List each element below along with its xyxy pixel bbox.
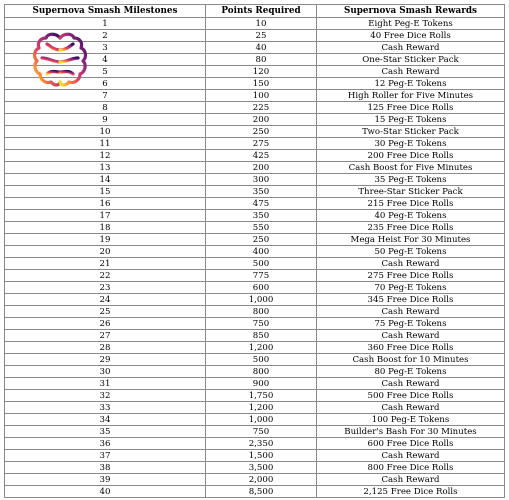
table-row [5,462,505,474]
points-cell: 750 [206,318,317,330]
points-cell: 1,000 [206,294,317,306]
reward-cell: 345 Free Dice Rolls [317,294,505,306]
points-cell: 3,500 [206,462,317,474]
reward-cell: 275 Free Dice Rolls [317,270,505,282]
reward-cell: Cash Reward [317,330,505,342]
milestone-cell: 39 [5,474,206,486]
reward-cell: 2,125 Free Dice Rolls [317,486,505,498]
points-cell: 1,500 [206,450,317,462]
table-row [5,438,505,450]
milestone-cell: 27 [5,330,206,342]
table-row [5,90,505,102]
milestone-cell: 7 [5,90,206,102]
table-row [5,198,505,210]
reward-cell: 215 Free Dice Rolls [317,198,505,210]
milestone-cell: 34 [5,414,206,426]
reward-cell: Cash Reward [317,474,505,486]
points-cell: 1,000 [206,414,317,426]
table-row [5,210,505,222]
points-cell: 1,200 [206,402,317,414]
points-cell: 1,750 [206,390,317,402]
reward-cell: Cash Boost for Five Minutes [317,162,505,174]
table-row [5,318,505,330]
points-cell: 900 [206,378,317,390]
table-row [5,258,505,270]
table-row [5,246,505,258]
reward-cell: Cash Reward [317,258,505,270]
reward-cell: Cash Reward [317,450,505,462]
reward-cell: 235 Free Dice Rolls [317,222,505,234]
milestone-cell: 24 [5,294,206,306]
milestone-cell: 23 [5,282,206,294]
points-cell: 850 [206,330,317,342]
points-cell: 200 [206,162,317,174]
points-cell: 775 [206,270,317,282]
points-cell: 150 [206,78,317,90]
reward-cell: 70 Peg-E Tokens [317,282,505,294]
reward-cell: 40 Peg-E Tokens [317,210,505,222]
table-row [5,162,505,174]
points-cell: 300 [206,174,317,186]
milestone-cell: 21 [5,258,206,270]
points-cell: 800 [206,366,317,378]
reward-cell: 15 Peg-E Tokens [317,114,505,126]
points-cell: 250 [206,126,317,138]
milestone-cell: 14 [5,174,206,186]
table-row [5,486,505,498]
reward-cell: Cash Reward [317,402,505,414]
points-cell: 1,200 [206,342,317,354]
reward-cell: 75 Peg-E Tokens [317,318,505,330]
reward-cell: 125 Free Dice Rolls [317,102,505,114]
table-row [5,270,505,282]
milestone-cell: 30 [5,366,206,378]
milestone-cell: 29 [5,354,206,366]
points-cell: 425 [206,150,317,162]
table-row [5,474,505,486]
points-cell: 475 [206,198,317,210]
reward-cell: Cash Reward [317,306,505,318]
header-milestones: Supernova Smash Milestones [5,5,206,18]
points-cell: 80 [206,54,317,66]
reward-cell: Mega Heist For 30 Minutes [317,234,505,246]
reward-cell: Cash Reward [317,378,505,390]
points-cell: 500 [206,354,317,366]
milestone-cell: 11 [5,138,206,150]
milestone-cell: 3 [5,42,206,54]
table-row [5,306,505,318]
milestone-cell: 40 [5,486,206,498]
points-cell: 550 [206,222,317,234]
milestone-cell: 25 [5,306,206,318]
reward-cell: Eight Peg-E Tokens [317,18,505,30]
table-row [5,330,505,342]
reward-cell: One-Star Sticker Pack [317,54,505,66]
milestone-cell: 1 [5,18,206,30]
reward-cell: 30 Peg-E Tokens [317,138,505,150]
points-cell: 2,000 [206,474,317,486]
points-cell: 225 [206,102,317,114]
reward-cell: 50 Peg-E Tokens [317,246,505,258]
table-row [5,114,505,126]
points-cell: 275 [206,138,317,150]
brain-icon [30,30,90,90]
table-row [5,390,505,402]
points-cell: 350 [206,210,317,222]
table-row [5,138,505,150]
reward-cell: Two-Star Sticker Pack [317,126,505,138]
milestone-cell: 18 [5,222,206,234]
points-cell: 120 [206,66,317,78]
reward-cell: Cash Reward [317,66,505,78]
points-cell: 40 [206,42,317,54]
table-row [5,150,505,162]
milestone-cell: 9 [5,114,206,126]
reward-cell: 360 Free Dice Rolls [317,342,505,354]
reward-cell: 200 Free Dice Rolls [317,150,505,162]
table-header-row [5,5,505,18]
table-row [5,354,505,366]
reward-cell: 500 Free Dice Rolls [317,390,505,402]
points-cell: 8,500 [206,486,317,498]
points-cell: 350 [206,186,317,198]
milestone-cell: 13 [5,162,206,174]
points-cell: 400 [206,246,317,258]
points-cell: 200 [206,114,317,126]
milestone-cell: 28 [5,342,206,354]
milestone-cell: 36 [5,438,206,450]
table-row [5,342,505,354]
milestone-cell: 5 [5,66,206,78]
milestone-cell: 26 [5,318,206,330]
milestone-cell: 38 [5,462,206,474]
points-cell: 250 [206,234,317,246]
milestone-cell: 12 [5,150,206,162]
milestone-cell: 4 [5,54,206,66]
points-cell: 800 [206,306,317,318]
milestone-cell: 33 [5,402,206,414]
reward-cell: Cash Reward [317,42,505,54]
table-row [5,450,505,462]
milestone-cell: 2 [5,30,206,42]
reward-cell: Three-Star Sticker Pack [317,186,505,198]
milestone-cell: 17 [5,210,206,222]
reward-cell: 800 Free Dice Rolls [317,462,505,474]
milestone-cell: 16 [5,198,206,210]
points-cell: 10 [206,18,317,30]
table-row [5,186,505,198]
reward-cell: 12 Peg-E Tokens [317,78,505,90]
points-cell: 100 [206,90,317,102]
points-cell: 2,350 [206,438,317,450]
milestone-cell: 32 [5,390,206,402]
table-row [5,126,505,138]
milestone-cell: 20 [5,246,206,258]
table-row [5,282,505,294]
reward-cell: 100 Peg-E Tokens [317,414,505,426]
table-row [5,402,505,414]
reward-cell: 40 Free Dice Rolls [317,30,505,42]
reward-cell: 600 Free Dice Rolls [317,438,505,450]
milestone-cell: 31 [5,378,206,390]
points-cell: 500 [206,258,317,270]
header-rewards: Supernova Smash Rewards [317,5,505,18]
milestone-cell: 22 [5,270,206,282]
milestone-cell: 10 [5,126,206,138]
milestone-cell: 35 [5,426,206,438]
table-row [5,366,505,378]
milestone-cell: 8 [5,102,206,114]
table-row [5,222,505,234]
reward-cell: 35 Peg-E Tokens [317,174,505,186]
table-row [5,414,505,426]
points-cell: 25 [206,30,317,42]
table-row [5,234,505,246]
table-row [5,102,505,114]
points-cell: 600 [206,282,317,294]
milestone-cell: 6 [5,78,206,90]
table-row [5,294,505,306]
milestone-cell: 15 [5,186,206,198]
header-points-required: Points Required [206,5,317,18]
table-row [5,174,505,186]
points-cell: 750 [206,426,317,438]
milestone-cell: 19 [5,234,206,246]
table-row [5,18,505,30]
reward-cell: 80 Peg-E Tokens [317,366,505,378]
milestone-cell: 37 [5,450,206,462]
reward-cell: Cash Boost for 10 Minutes [317,354,505,366]
table-row [5,378,505,390]
reward-cell: Builder's Bash For 30 Minutes [317,426,505,438]
reward-cell: High Roller for Five Minutes [317,90,505,102]
table-row [5,426,505,438]
